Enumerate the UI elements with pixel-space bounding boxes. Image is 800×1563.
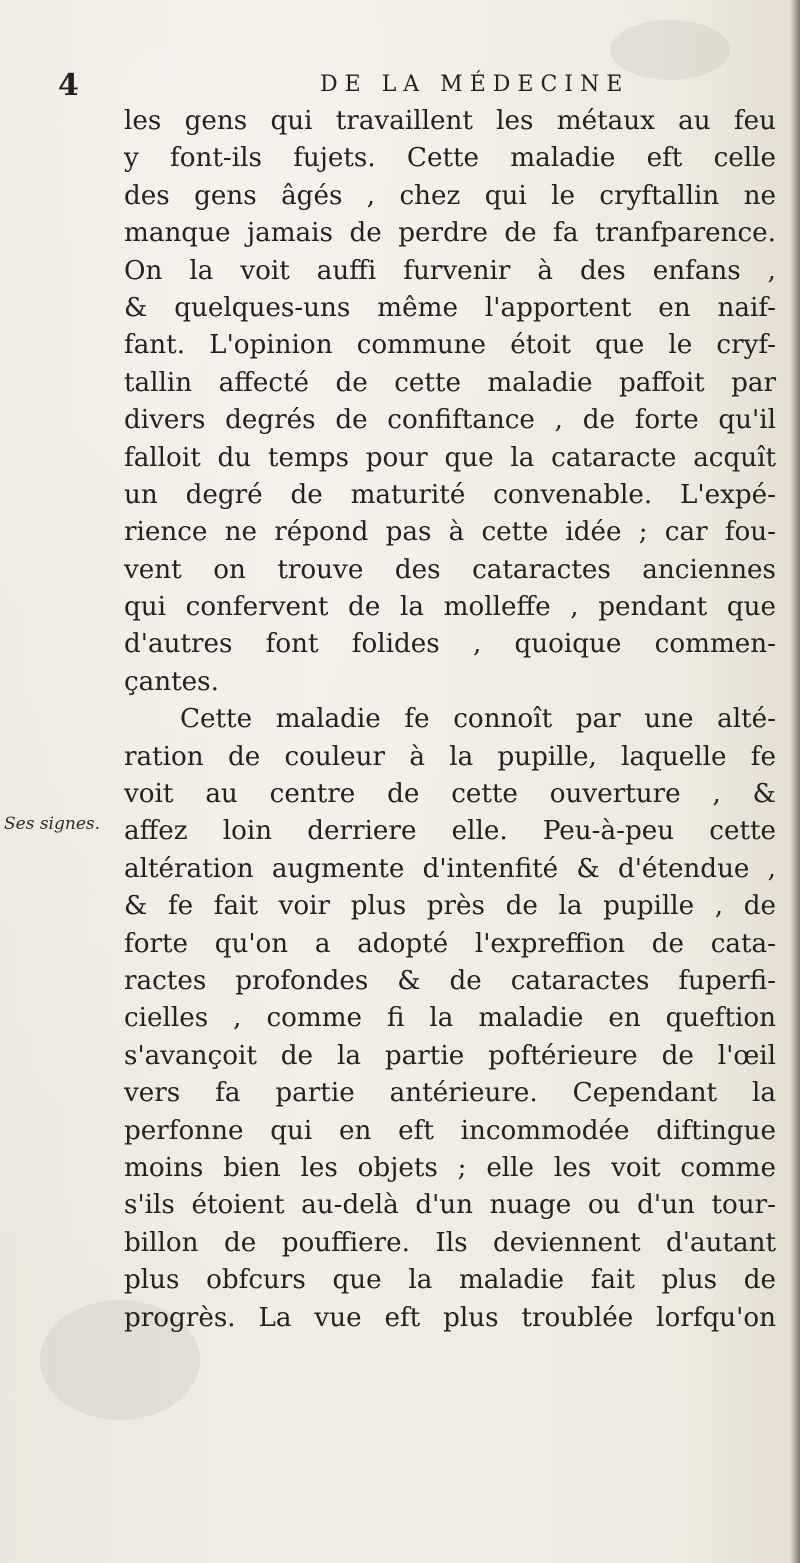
text-line: les gens qui travaillent les métaux au feu	[124, 106, 776, 136]
text-line: perfonne qui en eft incommodée diftingue	[124, 1115, 776, 1146]
text-line: falloit du temps pour que la cataracte acquît	[124, 442, 776, 473]
text-line: & quelques-uns même l'apportent en naif-	[124, 292, 776, 323]
paragraph	[124, 701, 776, 1337]
page-number: 4	[58, 68, 81, 103]
text-line: moins bien les objets ; elle les voit comme	[124, 1152, 776, 1183]
body-text	[124, 103, 776, 1337]
text-line: fant. L'opinion commune étoit que le cryf-	[124, 330, 776, 361]
text-line: cielles , comme fi la maladie en queftion	[124, 1003, 776, 1034]
text-line: progrès. La vue eft plus troublée lorfqu'on	[124, 1302, 776, 1333]
text-line: affez loin derriere elle. Peu-à-peu cette	[124, 816, 776, 847]
text-line: & fe fait voir plus près de la pupille , de	[124, 891, 776, 922]
paragraph	[124, 103, 776, 701]
margin-note: Ses signes.	[4, 814, 101, 834]
text-line: un degré de maturité convenable. L'expé-	[124, 479, 776, 510]
text-line: rience ne répond pas à cette idée ; car fou-	[124, 517, 776, 548]
text-line: des gens âgés , chez qui le cryftallin ne	[124, 180, 776, 211]
text-line: altération augmente d'intenfité & d'étendue ,	[124, 853, 776, 884]
text-line: voit au centre de cette ouverture , &	[124, 779, 776, 810]
text-line: vent on trouve des cataractes anciennes	[124, 554, 776, 585]
text-line: Cette maladie fe connoît par une alté-	[180, 704, 776, 735]
running-title: DE LA MÉDECINE	[320, 72, 630, 97]
text-line: qui confervent de la molleffe , pendant que	[124, 592, 776, 623]
text-line: çantes.	[124, 666, 219, 697]
text-line: On la voit auffi furvenir à des enfans ,	[124, 255, 776, 286]
text-line: billon de pouffiere. Ils deviennent d'autant	[124, 1227, 776, 1258]
text-line: plus obfcurs que la maladie fait plus de	[124, 1265, 776, 1296]
text-line: ractes profondes & de cataractes fuperfi-	[124, 965, 776, 996]
text-line: manque jamais de perdre de fa tranfparence.	[124, 218, 776, 249]
text-line: forte qu'on a adopté l'expreffion de cata-	[124, 928, 776, 959]
text-line: tallin affecté de cette maladie paffoit par	[124, 367, 776, 398]
text-line: divers degrés de confiftance , de forte qu'il	[124, 405, 776, 436]
text-line: ration de couleur à la pupille, laquelle fe	[124, 741, 776, 772]
page-edge-shadow	[790, 0, 800, 1563]
text-line: vers fa partie antérieure. Cependant la	[124, 1078, 776, 1109]
text-line: s'avançoit de la partie poftérieure de l'œil	[124, 1040, 776, 1071]
text-line: s'ils étoient au-delà d'un nuage ou d'un tour-	[124, 1190, 776, 1221]
running-head	[58, 68, 758, 108]
text-line: d'autres font folides , quoique commen-	[124, 629, 776, 660]
text-line: y font-ils fujets. Cette maladie eft celle	[124, 143, 776, 174]
